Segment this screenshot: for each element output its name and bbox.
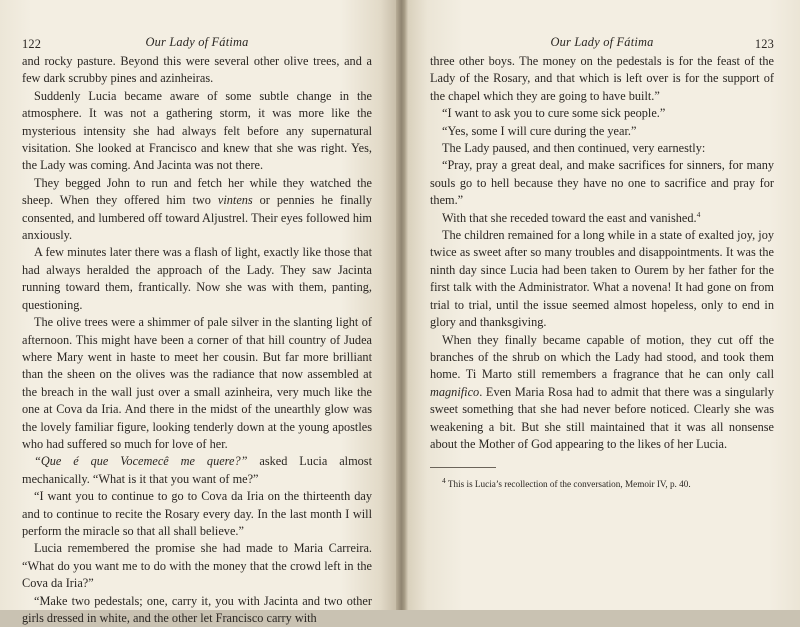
paragraph (430, 210, 774, 227)
footnote (430, 475, 774, 490)
paragraph (430, 332, 774, 454)
text-run: A few minutes later there was a flash of light, exactly like those that had always heralded the approach of the Lady. They saw Jacinta running toward them, frantically. Now she was with them, panting, questioning. (22, 245, 372, 312)
paragraph (430, 53, 774, 105)
text-run: or pennies he finally consented, and lumbered off toward Aljustrel. Their eyes followed him anxiously. (22, 193, 372, 243)
text-run: “Make two pedestals; one, carry it, you with Jacinta and two other girls dressed in white, and the other let Francisco carry with (22, 593, 372, 625)
footnote-marker: 4 (442, 475, 446, 485)
text-run: The children remained for a long while in a state of exalted joy, joy twice as sweet after so many troubles and disappointments. It was the ninth day since Lucia had been taken to Ourem by her father for the first talk with the Administrator. What a novena! It had gone on from trial to trial, until the issue seemed almost hopeless, only to end in glory and thanksgiving. (430, 228, 774, 330)
left-body-text (22, 53, 372, 627)
text-run: “I want to ask you to cure some sick people.” (442, 106, 666, 121)
paragraph (22, 314, 372, 453)
paragraph (22, 53, 372, 88)
right-body-text (430, 53, 774, 453)
text-run: asked Lucia almost mechanically. “What is it that you want of me?” (22, 454, 372, 486)
italic-text: magnifico (430, 384, 480, 399)
paragraph (22, 175, 372, 245)
paragraph (22, 540, 372, 592)
right-running-title: Our Lady of Fátima (550, 35, 654, 49)
italic-text: vintens (217, 193, 253, 208)
text-run: . Even Maria Rosa had to admit that there was a singularly sweet something that she had never before noticed. Clearly she was weakening a bit. But she still maintained that it was all nonsense about the Mother of God appearing to the likes of her Lucia. (430, 384, 774, 451)
paragraph (22, 453, 372, 488)
paragraph (430, 157, 774, 209)
book-gutter (396, 0, 408, 610)
text-run: They begged John to run and fetch her while they watched the sheep. When they offered him two (22, 175, 372, 208)
paragraph (430, 227, 774, 331)
text-run: Lucia remembered the promise she had made to Maria Carreira. “What do you want me to do with the money that the crowd left in the Cova da Iria?” (22, 541, 372, 591)
text-run: The olive trees were a shimmer of pale silver in the slanting light of afternoon. This might have been a corner of that hill country of Judea where Mary went in haste to meet her cousin. But far more brilliant than the sheen on the olives was the radiance that now assembled at the breach in the wall just over a small azinheira, very much like the one at Cova da Iria. And there in the midst of the unearthly glow was the lovely familiar figure, looking tenderly down at the young apostles who had suffered so much for love of her. (22, 315, 372, 451)
paragraph (22, 488, 372, 540)
left-running-title: Our Lady of Fátima (145, 35, 249, 49)
left-page-number: 122 (22, 37, 42, 51)
paragraph (430, 123, 774, 140)
paragraph (430, 105, 774, 122)
footnote-ref: 4 (696, 209, 701, 219)
left-running-head (22, 33, 372, 53)
text-run: “Pray, pray a great deal, and make sacrifices for sinners, for many souls go to hell because they have no one to sacrifice and pray for them.” (430, 158, 774, 208)
text-run: and rocky pasture. Beyond this were several other olive trees, and a few dark scrubby pines and azinheiras. (22, 54, 372, 86)
paragraph (430, 140, 774, 157)
footnote-rule (430, 467, 496, 468)
text-run: “I want you to continue to go to Cova da Iria on the thirteenth day and to continue to recite the Rosary every day. In the last month I will perform the miracle so that all shall believe.” (22, 489, 372, 538)
text-run: When they finally became capable of motion, they cut off the branches of the shrub on which the Lady had stood, and took them home. Ti Marto still remembers a fragrance that he can only call (430, 332, 774, 382)
left-page (0, 0, 396, 625)
text-run: The Lady paused, and then continued, very earnestly: (442, 141, 706, 156)
italic-text: “Que é que Vocemecê me quere?” (34, 454, 248, 469)
paragraph (22, 88, 372, 175)
footnote-text: This is Lucia’s recollection of the conversation, Memoir IV, p. 40. (445, 478, 691, 489)
text-run: Suddenly Lucia became aware of some subtle change in the atmosphere. It was not a gathering storm, it was more like the mysterious intensity she had always felt before any supernatural visitation. She looked at Francisco and knew that she was right. Yes, the Lady was coming. And Jacinta was not there. (22, 88, 372, 173)
paragraph (22, 244, 372, 314)
right-page (408, 0, 800, 610)
right-page-number: 123 (754, 37, 774, 51)
right-running-head (430, 33, 774, 53)
text-run: “Yes, some I will cure during the year.” (442, 123, 637, 138)
text-run: With that she receded toward the east and vanished. (442, 210, 697, 225)
text-run: three other boys. The money on the pedestals is for the feast of the Lady of the Rosary, and that which is left over is for the support of the chapel which they are going to have built.” (430, 54, 774, 103)
